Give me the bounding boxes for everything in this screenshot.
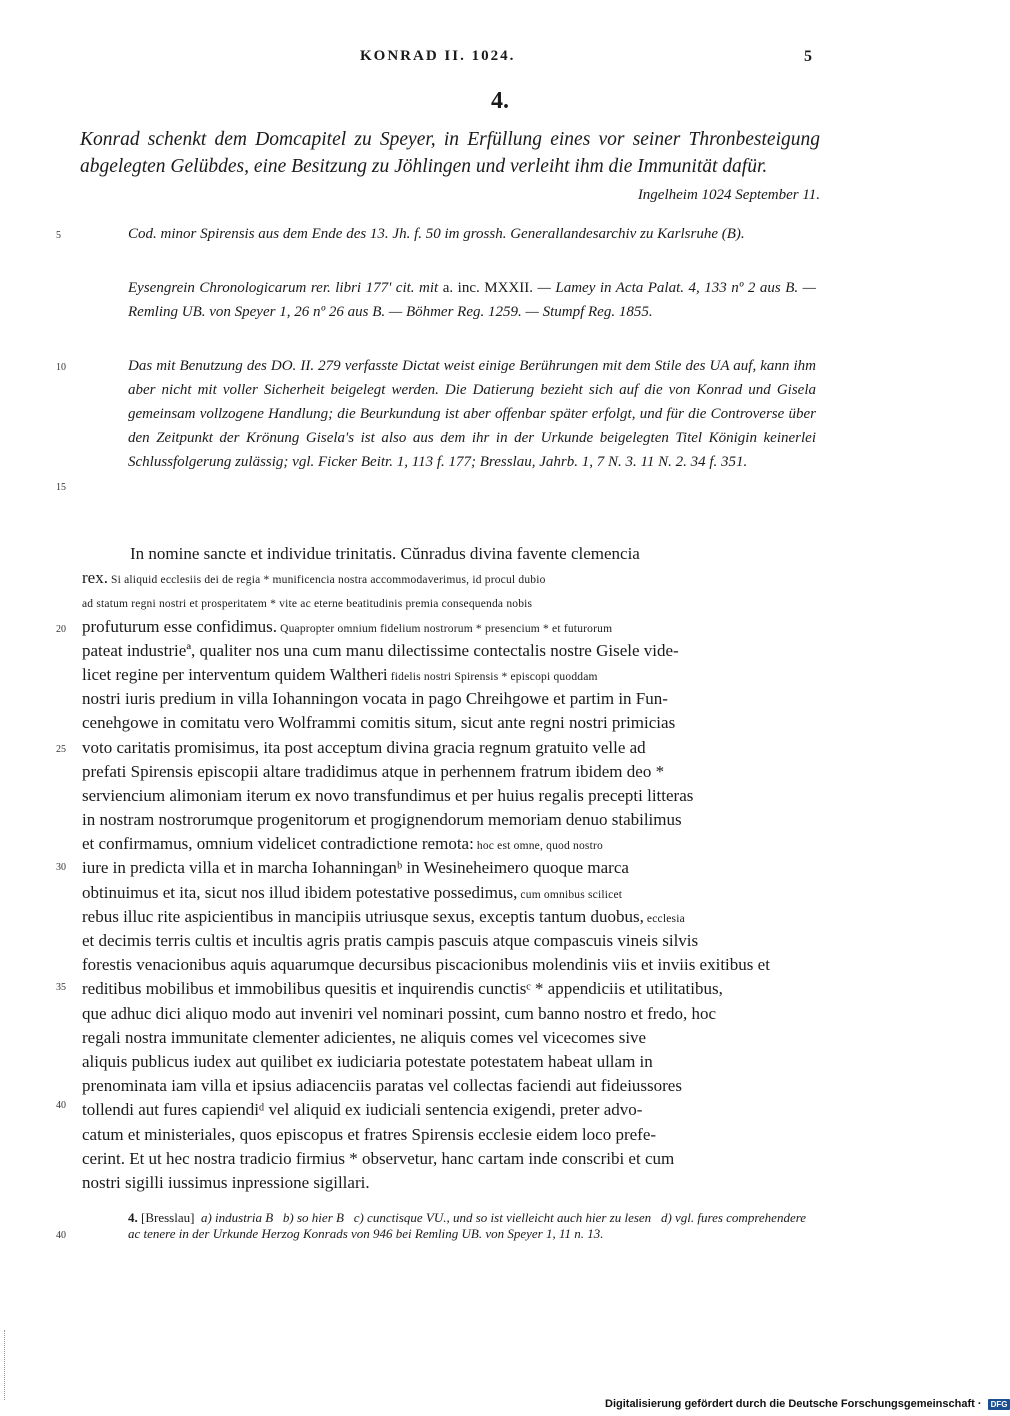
credit-text: Digitalisierung gefördert durch die Deutsche Forschungsgemeinschaft · (605, 1398, 982, 1410)
charter-line-large: reditibus mobilibus et immobilibus quesitis et inquirendis cunctisᶜ * appendiciis et utilitatibus, (82, 979, 723, 999)
page-number: 5 (804, 48, 812, 65)
note-editions-a: Eysengrein Chronologicarum rer. libri 177' cit. mit (128, 280, 439, 296)
charter-line (82, 1050, 816, 1074)
charter-line (82, 615, 816, 639)
footnote-d: d) vgl. fures comprehendere ac tenere in der Urkunde Herzog Konrads von 946 bei Remling UB. von Speyer 1, 11 n. 13. (128, 1210, 807, 1241)
charter-line-large: in nostram nostrorumque progenitorum et progignendorum memoriam denuo stabilimus (82, 810, 682, 830)
footnote-editor: [Bresslau] (141, 1210, 195, 1225)
charter-line (82, 1098, 816, 1122)
charter-line-large: prefati Spirensis episcopii altare tradidimus atque in perhennem fratrum ibidem deo * (82, 761, 665, 781)
footnote-b: b) so hier B (282, 1210, 344, 1225)
charter-line (82, 590, 816, 614)
charter-line (82, 1002, 816, 1026)
charter-line-large: regali nostra immunitate clementer adicientes, ne aliquis comes vel vicecomes sive (82, 1027, 647, 1047)
note-editions-b: a. inc. MXXII. (442, 280, 533, 296)
document-number: 4. (491, 88, 509, 114)
line-number: 40 (56, 1230, 66, 1241)
charter-line-large: aliquis publicus iudex aut quilibet ex iudiciaria potestate potestatem habeat ullam in (82, 1051, 653, 1071)
note-editions (128, 276, 816, 324)
charter-line (82, 736, 816, 760)
regest (80, 126, 820, 209)
regest-text: Konrad schenkt dem Domcapitel zu Speyer, in Erfüllung eines vor seiner Thronbesteigung abgelegten Gelübdes, eine Besitzung zu Jöhlingen und verleiht ihm die Immunität dafür. (80, 129, 820, 177)
line-number: 15 (56, 482, 66, 493)
footnotes (128, 1210, 816, 1242)
dfg-credit (605, 1398, 1010, 1410)
charter-line-large: que adhuc dici aliquo modo aut inveniri vel nominari possint, cum banno nostro et fredo, hoc (82, 1003, 717, 1023)
charter-line (82, 905, 816, 929)
charter-line-large: obtinuimus et ita, sicut nos illud ibidem potestative possedimus, (82, 882, 518, 902)
charter-line-large: voto caritatis promisimus, ita post acceptum divina gracia regnum gratuito velle ad (82, 737, 646, 757)
charter-line-large: iure in predicta villa et in marcha Iohanninganᵇ in Wesineheimero quoque marca (82, 858, 629, 878)
charter-line (82, 953, 816, 977)
charter-line (82, 760, 816, 784)
charter-line-large: In nomine sancte et individue trinitatis. Cŭnradus divina favente clemencia (130, 544, 640, 563)
document-date: Ingelheim 1024 September 11. (637, 187, 820, 203)
charter-line-large: et decimis terris cultis et incultis agris pratis campis pascuis atque compascuis vineis silvis (82, 931, 699, 950)
charter-line-small: ad statum regni nostri et prosperitatem * vite ac eterne beatitudinis premia consequenda nobis (82, 598, 533, 611)
charter-line (82, 663, 816, 687)
charter-line (82, 1074, 816, 1098)
charter-line (82, 808, 816, 832)
charter-line-small: cum omnibus scilicet (517, 888, 623, 901)
charter-line-large: cenehgowe in comitatu vero Wolframmi comitis situm, sicut ante regni nostri primicias (82, 713, 676, 733)
note-manuscript: Cod. minor Spirensis aus dem Ende des 13. Jh. f. 50 im grossh. Generallandesarchiv zu Karlsruhe (B). (128, 226, 745, 242)
charter-line (82, 687, 816, 711)
charter-line-small: ecclesia (643, 912, 685, 925)
charter-line (82, 639, 816, 663)
charter-line-large: tollendi aut fures capiendiᵈ vel aliquid ex iudiciali sentencia exigendi, preter advo- (82, 1100, 643, 1120)
charter-line (82, 929, 816, 953)
charter-line-large: nostri sigilli iussimus inpressione sigillari. (82, 1172, 370, 1192)
charter-line (82, 566, 816, 590)
charter-line-small: fidelis nostri Spirensis * episcopi quoddam (387, 670, 598, 683)
charter-line-large: nostri iuris predium in villa Iohanningon vocata in pago Chreihgowe et partim in Fun- (82, 689, 668, 709)
charter-line (82, 977, 816, 1001)
line-number: 35 (56, 982, 66, 993)
charter-text (82, 542, 816, 1195)
charter-line-large: et confirmamus, omnium videlicet contradictione remota: (82, 834, 474, 854)
charter-line (82, 1147, 816, 1171)
charter-line (82, 1026, 816, 1050)
line-number: 5 (56, 230, 61, 241)
charter-line-small: Si aliquid ecclesiis dei de regia * munificencia nostra accommodaverimus, id procul dubio (107, 574, 546, 587)
charter-line-large: profuturum esse confidimus. (82, 616, 277, 636)
charter-line-large: forestis venacionibus aquis aquarumque decursibus piscacionibus molendinis viis et inviis exitibus et (82, 955, 770, 975)
charter-line-large: rebus illuc rite aspicientibus in mancipiis utriusque sexus, exceptis tantum duobus, (82, 906, 644, 926)
charter-line-large: cerint. Et ut hec nostra tradicio firmius * observetur, hanc cartam inde conscribi et cum (82, 1148, 675, 1168)
charter-line-large: licet regine per interventum quidem Waltheri (82, 664, 388, 684)
note-dictation: Das mit Benutzung des DO. II. 279 verfasste Dictat weist einige Berührungen mit dem Stile des UA auf, kann ihm aber nicht mit voller Sicherheit beigelegt werden. Die Datierung bezieht sich auf die von Konrad und Gisela gemeinsam vollzogene Handlung; die Beurkundung ist aber offenbar später erfolgt, und für die Controverse über den Zeitpunkt der Krönung Gisela's ist also aus dem ihr in der Urkunde beigelegten Titel Königin keinerlei Schlussfolgerung zulässig; vgl. Ficker Beitr. 1, 113 f. 177; Bresslau, Jahrb. 1, 7 N. 3. 11 N. 2. 34 f. 351. (128, 358, 816, 470)
line-number: 30 (56, 862, 66, 873)
footnote-label: 4. (128, 1210, 138, 1225)
charter-line-large: prenominata iam villa et ipsius adiacenciis paratas vel collectas faciendi aut fideiussores (82, 1076, 682, 1096)
charter-line (82, 784, 816, 808)
charter-line (82, 1171, 816, 1195)
charter-line-large: rex. (82, 568, 108, 588)
running-title: KONRAD II. 1024. (360, 48, 516, 64)
charter-line-small: Quapropter omnium fidelium nostrorum * presencium * et futurorum (277, 622, 613, 635)
footnote-c: c) cunctisque VU., und so ist vielleicht auch hier zu lesen (353, 1210, 652, 1225)
charter-line-large: catum et ministeriales, quos episcopus et fratres Spirensis ecclesie eidem loco prefe- (82, 1124, 657, 1144)
charter-line (82, 881, 816, 905)
charter-line (82, 856, 816, 880)
line-number: 40 (56, 1100, 66, 1111)
line-number: 25 (56, 744, 66, 755)
note-editions-c: — Lamey in Acta Palat. 4, 133 nº 2 aus B. — Remling UB. von Speyer 1, 26 nº 26 aus B. — Böhmer Reg. 1259. — Stumpf Reg. 1855. (128, 280, 817, 320)
margin-divider (4, 1330, 9, 1400)
charter-line-large: pateat industrieª, qualiter nos una cum manu dilectissime contectalis nostre Gisele vide- (82, 640, 679, 660)
charter-line-large: serviencium alimoniam iterum ex novo transfundimus et per huius regalis precepti litteras (82, 785, 694, 805)
page-header (0, 48, 1000, 72)
charter-line-small: hoc est omne, quod nostro (473, 840, 603, 853)
charter-line (82, 711, 816, 735)
line-number: 20 (56, 624, 66, 635)
charter-line (82, 542, 816, 566)
line-number: 10 (56, 362, 66, 373)
charter-line (82, 832, 816, 856)
charter-line (82, 1123, 816, 1147)
dfg-logo: DFG (988, 1399, 1010, 1410)
footnote-a: a) industria B (200, 1210, 274, 1225)
